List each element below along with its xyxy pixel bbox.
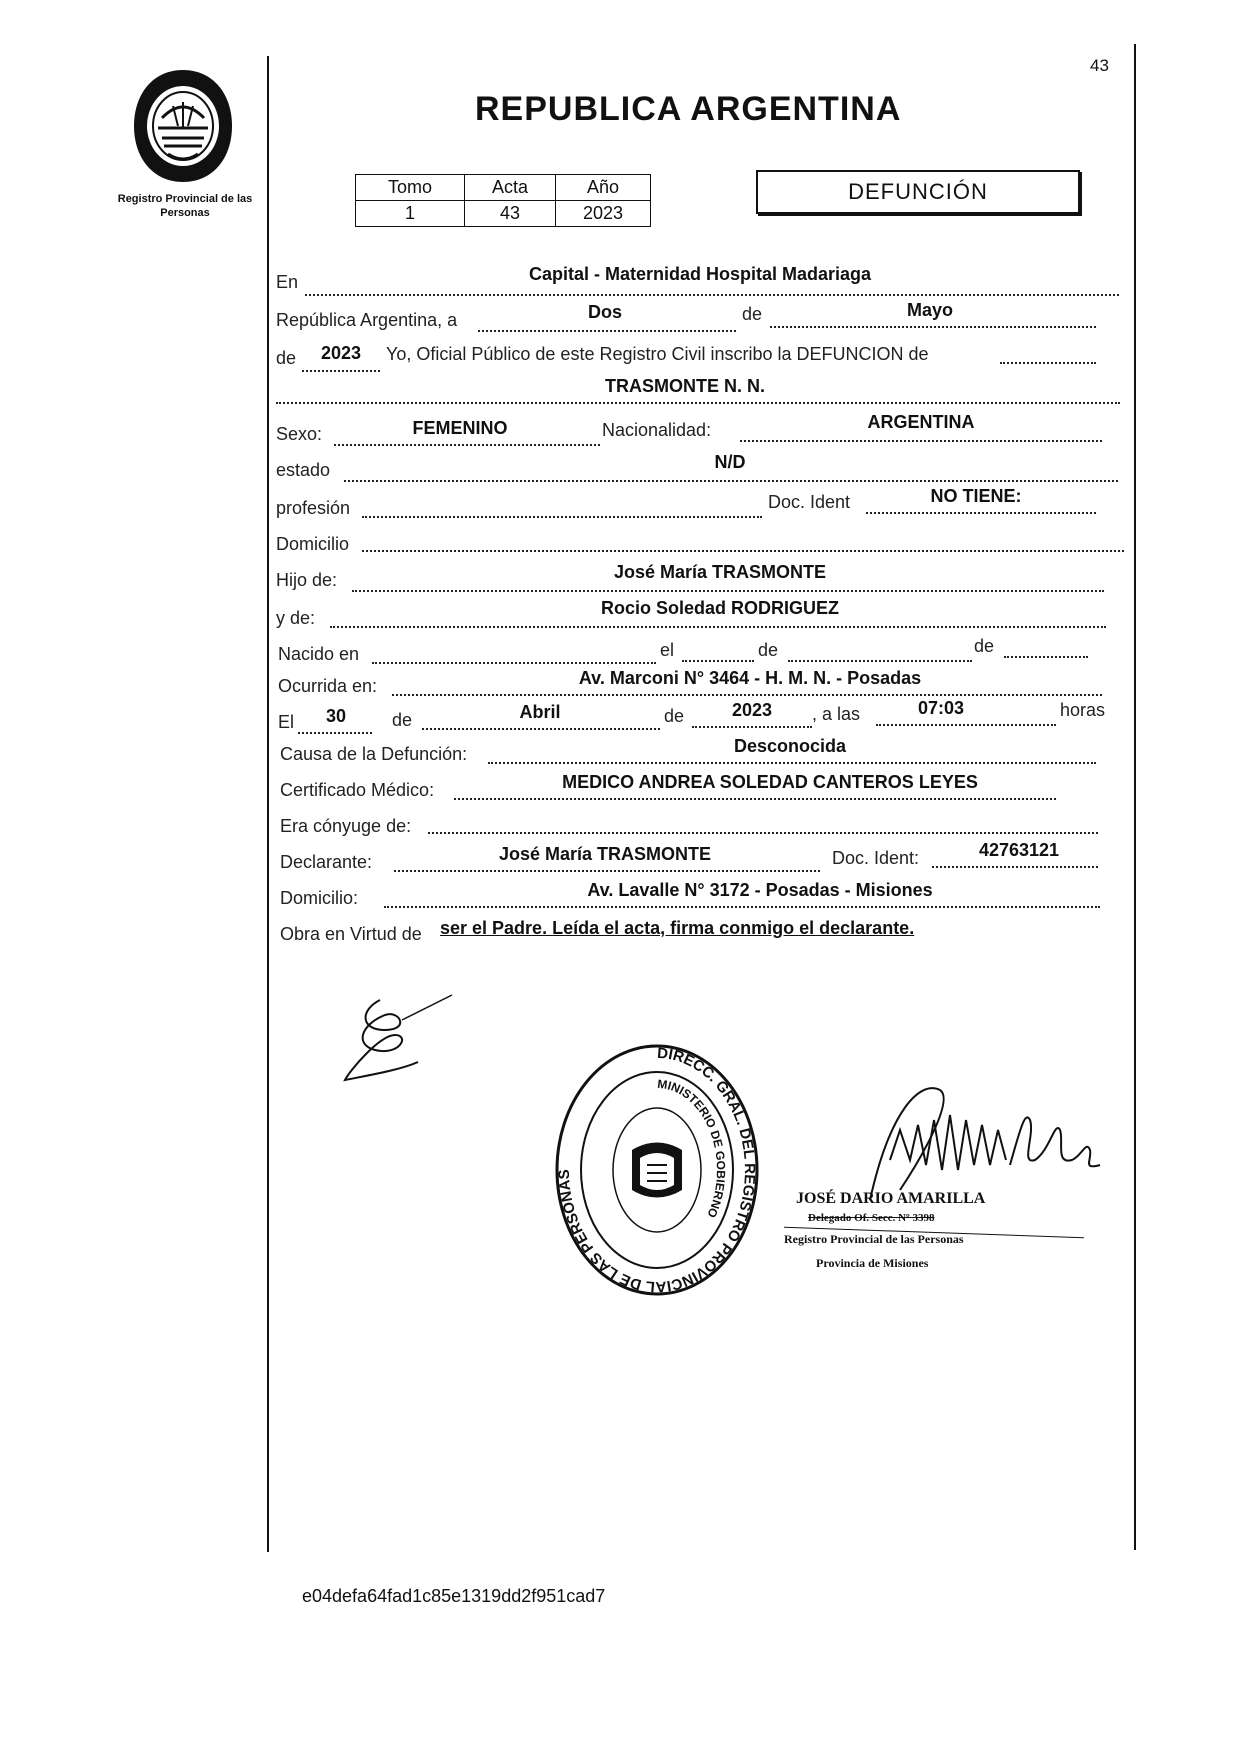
table-header-ano: Año	[556, 175, 651, 201]
official-office: Registro Provincial de las Personas	[784, 1232, 964, 1246]
official-signature	[860, 1070, 1120, 1210]
registry-header-row	[356, 175, 651, 201]
declarante-dotted-line	[394, 870, 820, 872]
y-de-label: y de:	[276, 608, 316, 628]
declarante-value: José María TRASMONTE	[498, 844, 712, 864]
hijo-de-value: José María TRASMONTE	[613, 562, 827, 582]
certificado-value: MEDICO ANDREA SOLEDAD CANTEROS LEYES	[562, 772, 978, 792]
doc-ident-label: Doc. Ident	[768, 492, 851, 512]
table-value-ano: 2023	[556, 201, 651, 227]
declarant-signature	[340, 990, 460, 1090]
day-dotted-line	[478, 330, 736, 332]
obra-value: ser el Padre. Leída el acta, firma conmigo el declarante.	[440, 918, 915, 938]
day-value: Dos	[587, 302, 622, 322]
doc-ident-dotted-line	[866, 512, 1096, 514]
en-value: Capital - Maternidad Hospital Madariaga	[528, 264, 872, 284]
estado-value: N/D	[714, 452, 746, 472]
profesion-dotted-line	[362, 516, 762, 518]
official-province: Provincia de Misiones	[816, 1256, 929, 1270]
conyuge-label: Era cónyuge de:	[280, 816, 412, 836]
hijo-de-dotted-line	[352, 590, 1104, 592]
causa-label: Causa de la Defunción:	[280, 744, 468, 764]
signature-icon	[340, 990, 460, 1090]
de3-label: de	[758, 640, 779, 660]
death-year-dotted-line	[692, 726, 812, 728]
estado-label: estado	[276, 460, 331, 480]
certificado-label: Certificado Médico:	[280, 780, 435, 800]
el2-label: El	[278, 712, 295, 732]
official-signature-icon	[860, 1070, 1120, 1210]
ocurrida-dotted-line	[392, 694, 1102, 696]
causa-dotted-line	[488, 762, 1096, 764]
sexo-dotted-line	[334, 444, 600, 446]
seal-icon	[552, 1040, 762, 1300]
de-label: de	[742, 304, 763, 324]
death-day-dotted-line	[298, 732, 372, 734]
de3-dotted-line	[788, 660, 972, 662]
estado-dotted-line	[344, 480, 1118, 482]
sexo-value: FEMENINO	[412, 418, 508, 438]
ocurrida-label: Ocurrida en:	[278, 676, 378, 696]
nacionalidad-label: Nacionalidad:	[602, 420, 712, 440]
page-number: 43	[1090, 56, 1109, 75]
de2-label: de	[276, 348, 297, 368]
deceased-name: TRASMONTE N. N.	[605, 376, 765, 396]
a-las-label: , a las	[812, 704, 861, 724]
logo-caption: Registro Provincial de las Personas	[117, 193, 253, 219]
right-margin-line	[1134, 44, 1136, 1550]
domicilio2-value: Av. Lavalle N° 3172 - Posadas - Misiones	[587, 880, 933, 900]
seal-inner-text: MINISTERIO DE GOBIERNO	[656, 1076, 729, 1220]
de5-label: de	[392, 710, 413, 730]
month-value: Mayo	[906, 300, 953, 320]
horas-label: horas	[1060, 700, 1106, 720]
table-header-tomo: Tomo	[356, 175, 465, 201]
causa-value: Desconocida	[733, 736, 847, 756]
official-role: Delegado Of. Secc. Nº 3398	[808, 1212, 935, 1224]
conyuge-dotted-line	[428, 832, 1098, 834]
registry-value-row	[356, 201, 651, 227]
province-crest-logo	[128, 66, 238, 186]
de6-label: de	[664, 706, 685, 726]
crest-icon	[128, 66, 238, 186]
declarante-label: Declarante:	[280, 852, 373, 872]
y-de-value: Rocio Soledad RODRIGUEZ	[600, 598, 840, 618]
page-title: REPUBLICA ARGENTINA	[475, 90, 902, 128]
nacido-en-dotted-line	[372, 662, 656, 664]
month-dotted-line	[770, 326, 1096, 328]
death-day: 30	[325, 706, 347, 726]
el-dotted-line	[682, 660, 754, 662]
y-de-dotted-line	[330, 626, 1106, 628]
death-time-dotted-line	[876, 724, 1056, 726]
republica-label: República Argentina, a	[276, 310, 458, 330]
nacido-en-label: Nacido en	[278, 644, 360, 664]
year-value: 2023	[320, 343, 362, 363]
domicilio2-dotted-line	[384, 906, 1100, 908]
ocurrida-value: Av. Marconi N° 3464 - H. M. N. - Posadas	[578, 668, 922, 688]
doc-ident-value: NO TIENE:	[930, 486, 1022, 506]
document-hash: e04defa64fad1c85e1319dd2f951cad7	[302, 1586, 606, 1606]
doc-ident2-dotted-line	[932, 866, 1098, 868]
de4-label: de	[974, 636, 995, 656]
death-month: Abril	[519, 702, 561, 722]
record-type-box	[756, 170, 1080, 214]
year-dotted-line	[302, 370, 380, 372]
table-header-acta: Acta	[465, 175, 556, 201]
domicilio-label: Domicilio	[276, 534, 350, 554]
death-month-dotted-line	[422, 728, 660, 730]
en-dotted-line	[305, 294, 1119, 296]
nacionalidad-value: ARGENTINA	[867, 412, 975, 432]
domicilio2-label: Domicilio:	[280, 888, 359, 908]
nacionalidad-dotted-line	[740, 440, 1102, 442]
table-value-acta: 43	[465, 201, 556, 227]
seal-outer-text: DIRECC. GRAL. DEL REGISTRO PROVINCIAL DE LAS PERSONAS	[555, 1044, 758, 1296]
registry-table	[355, 174, 651, 227]
domicilio-dotted-line	[362, 550, 1124, 552]
en-label: En	[276, 272, 299, 292]
yo-dotted-line	[1000, 362, 1096, 364]
doc-ident2-label: Doc. Ident:	[832, 848, 920, 868]
left-margin-line	[267, 56, 269, 1552]
doc-ident2-value: 42763121	[978, 840, 1060, 860]
death-time: 07:03	[917, 698, 965, 718]
record-type: DEFUNCIÓN	[848, 179, 988, 204]
sexo-label: Sexo:	[276, 424, 323, 444]
certificado-dotted-line	[454, 798, 1056, 800]
hijo-de-label: Hijo de:	[276, 570, 338, 590]
death-year: 2023	[731, 700, 773, 720]
obra-label: Obra en Virtud de	[280, 924, 422, 944]
table-value-tomo: 1	[356, 201, 465, 227]
el-label: el	[660, 640, 675, 660]
profesion-label: profesión	[276, 498, 351, 518]
official-seal	[552, 1040, 762, 1300]
yo-text: Yo, Oficial Público de este Registro Civil inscribo la DEFUNCION de	[386, 344, 929, 364]
name-dotted-line	[276, 402, 1120, 404]
official-name: JOSÉ DARIO AMARILLA	[796, 1190, 986, 1207]
de4-dotted-line	[1004, 656, 1088, 658]
